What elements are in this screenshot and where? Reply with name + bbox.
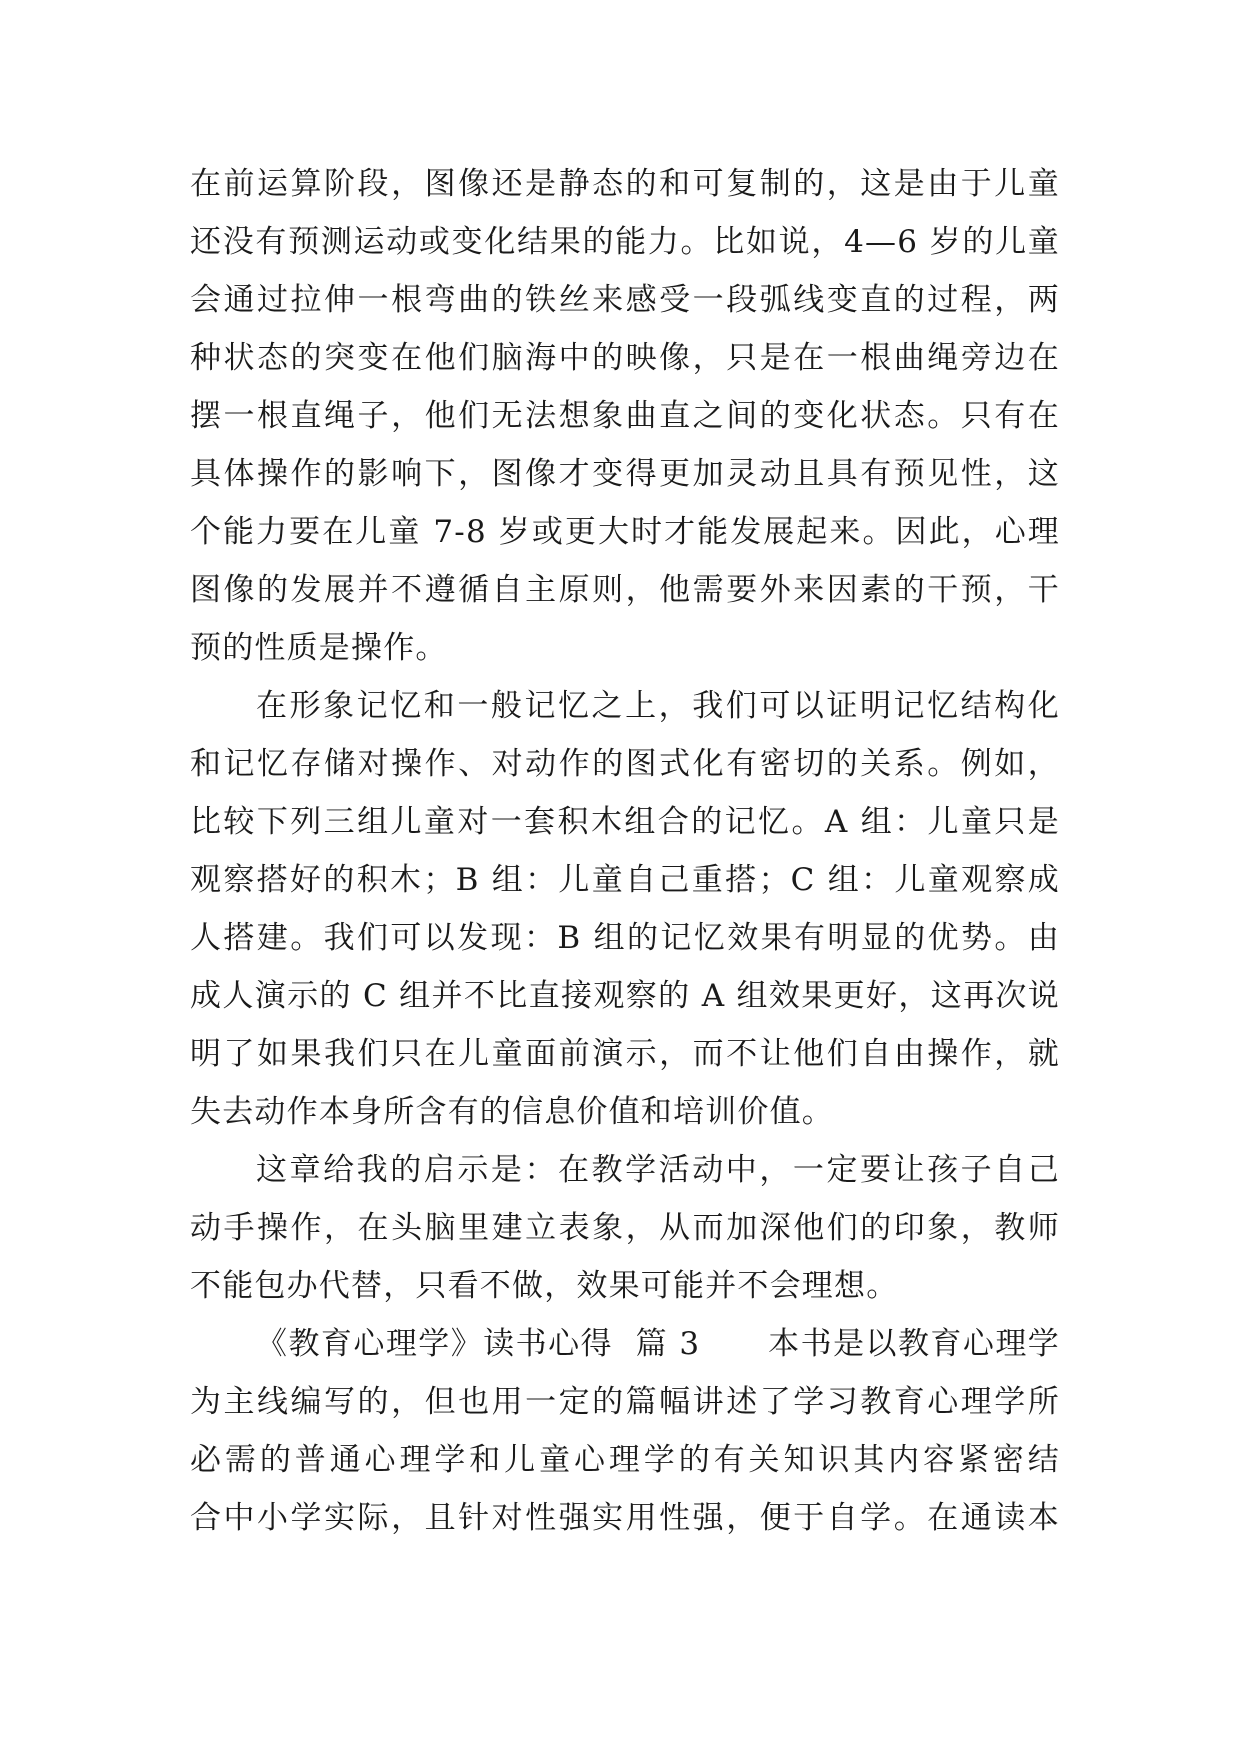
text-line: 还没有预测运动或变化结果的能力。比如说，4—6 岁的儿童 [190,224,1060,260]
text-line: 会通过拉伸一根弯曲的铁丝来感受一段弧线变直的过程，两 [190,282,1060,318]
text-line: 种状态的突变在他们脑海中的映像，只是在一根曲绳旁边在 [190,340,1060,376]
text-line: 在形象记忆和一般记忆之上，我们可以证明记忆结构化 [256,688,1060,724]
text-line: 为主线编写的，但也用一定的篇幅讲述了学习教育心理学所 [190,1384,1060,1420]
text-line: 《教育心理学》读书心得 篇 3 本书是以教育心理学 [256,1326,1060,1362]
text-line: 和记忆存储对操作、对动作的图式化有密切的关系。例如， [190,746,1060,782]
paragraph [190,155,1060,677]
text-line: 这章给我的启示是：在教学活动中，一定要让孩子自己 [256,1152,1060,1188]
text-line: 合中小学实际，且针对性强实用性强，便于自学。在通读本 [190,1500,1060,1536]
text-line: 失去动作本身所含有的信息价值和培训价值。 [190,1094,834,1130]
text-line: 必需的普通心理学和儿童心理学的有关知识其内容紧密结 [190,1442,1060,1478]
text-line: 在前运算阶段，图像还是静态的和可复制的，这是由于儿童 [190,166,1060,202]
text-line: 具体操作的影响下，图像才变得更加灵动且具有预见性，这 [190,456,1060,492]
text-line: 明了如果我们只在儿童面前演示，而不让他们自由操作，就 [190,1036,1060,1072]
text-line: 预的性质是操作。 [190,630,448,666]
text-line: 成人演示的 C 组并不比直接观察的 A 组效果更好，这再次说 [190,978,1060,1014]
text-line: 动手操作，在头脑里建立表象，从而加深他们的印象，教师 [190,1210,1060,1246]
paragraph [190,1315,1060,1547]
paragraph [190,1141,1060,1315]
text-line: 观察搭好的积木；B 组：儿童自己重搭；C 组：儿童观察成 [190,862,1060,898]
paragraph [190,677,1060,1141]
text-line: 图像的发展并不遵循自主原则，他需要外来因素的干预，干 [190,572,1060,608]
text-line: 不能包办代替，只看不做，效果可能并不会理想。 [190,1268,899,1304]
text-line: 人搭建。我们可以发现：B 组的记忆效果有明显的优势。由 [190,920,1060,956]
text-line: 摆一根直绳子，他们无法想象曲直之间的变化状态。只有在 [190,398,1060,434]
body-text [190,155,1060,1547]
text-line: 个能力要在儿童 7-8 岁或更大时才能发展起来。因此，心理 [190,514,1060,550]
text-line: 比较下列三组儿童对一套积木组合的记忆。A 组：儿童只是 [190,804,1060,840]
